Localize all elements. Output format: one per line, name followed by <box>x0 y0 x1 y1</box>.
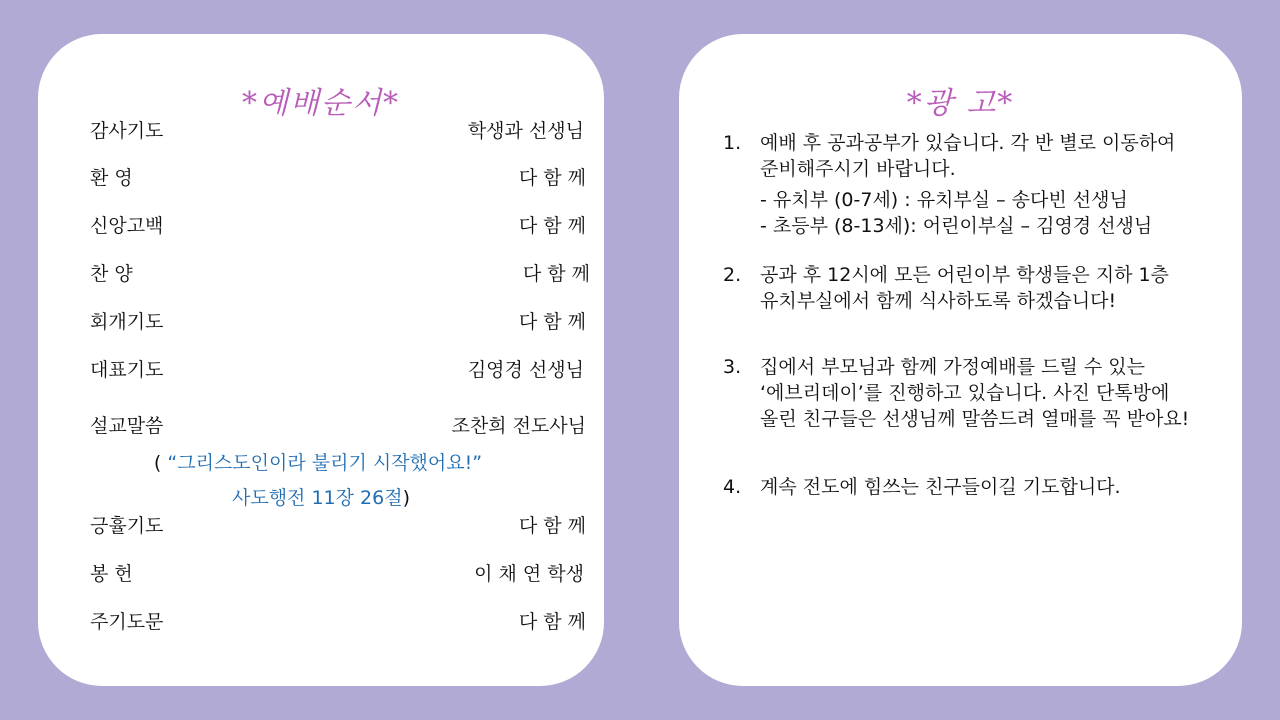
order-row-value: 이 채 연 학생 <box>474 563 584 585</box>
order-row <box>90 261 590 287</box>
order-row-label: 대표기도 <box>90 359 164 381</box>
order-row-label: 긍휼기도 <box>90 515 164 537</box>
sermon-verse-quote <box>32 450 604 476</box>
order-row-value: 김영경 선생님 <box>467 359 584 381</box>
verse-close-paren: ) <box>402 487 410 509</box>
order-row <box>90 309 586 335</box>
order-title: *예배순서* <box>242 86 400 121</box>
order-row-value: 다 함 께 <box>518 515 586 537</box>
order-row-value: 다 함 께 <box>518 611 586 633</box>
announcement-line: 집에서 부모님과 함께 가정예배를 드릴 수 있는 <box>760 356 1145 378</box>
order-row-value: 학생과 선생님 <box>467 120 584 142</box>
order-row <box>90 357 584 383</box>
announcement-line: 유치부실에서 함께 식사하도록 하겠습니다! <box>760 290 1117 312</box>
announcement-number: 1. <box>723 132 742 154</box>
order-row-label: 감사기도 <box>90 120 164 142</box>
order-row <box>90 413 586 439</box>
announcement-subitem: - 초등부 (8-13세): 어린이부실 – 김영경 선생님 <box>760 215 1153 237</box>
announcement-line: 올린 친구들은 선생님께 말씀드려 열매를 꼭 받아요! <box>760 408 1190 430</box>
announcement-text <box>760 354 1230 432</box>
announcement-number: 2. <box>723 264 742 286</box>
announcements-card <box>679 34 1242 686</box>
order-row-label: 신앙고백 <box>90 215 164 237</box>
announcement-line: 계속 전도에 힘쓰는 친구들이길 기도합니다. <box>760 476 1121 498</box>
announcement-number: 3. <box>723 356 742 378</box>
order-row <box>90 118 584 144</box>
verse-reference-text: 사도행전 11장 26절 <box>232 487 403 509</box>
sermon-verse-reference <box>38 485 604 511</box>
order-row <box>90 561 584 587</box>
announcement-line: 준비해주시기 바랍니다. <box>760 158 956 180</box>
announcement-text <box>760 130 1230 182</box>
announcement-text <box>760 262 1230 314</box>
order-row-label: 환 영 <box>90 167 133 189</box>
order-row-label: 설교말씀 <box>90 415 164 437</box>
order-row-value: 조찬희 전도사님 <box>451 415 586 437</box>
order-row-label: 찬 양 <box>90 263 133 285</box>
order-row <box>90 513 586 539</box>
order-row <box>90 609 586 635</box>
order-row-value: 다 함 께 <box>518 167 586 189</box>
order-row-value: 다 함 께 <box>518 311 586 333</box>
order-card <box>38 34 604 686</box>
announcement-line: ‘에브리데이’를 진행하고 있습니다. 사진 단톡방에 <box>760 382 1170 404</box>
order-row-label: 봉 헌 <box>90 563 133 585</box>
verse-open-paren: ( <box>153 452 168 474</box>
announcement-text <box>760 474 1230 500</box>
order-row-label: 주기도문 <box>90 611 164 633</box>
order-row-value: 다 함 께 <box>522 263 590 285</box>
order-row <box>90 165 586 191</box>
announcement-line: 예배 후 공과공부가 있습니다. 각 반 별로 이동하여 <box>760 132 1176 154</box>
announcement-number: 4. <box>723 476 742 498</box>
announcement-line: 공과 후 12시에 모든 어린이부 학생들은 지하 1층 <box>760 264 1169 286</box>
order-row-label: 회개기도 <box>90 311 164 333</box>
announcements-title: *광 고* <box>906 86 1015 121</box>
verse-quote-text: “그리스도인이라 불리기 시작했어요!” <box>167 452 483 474</box>
order-row <box>90 213 586 239</box>
order-row-value: 다 함 께 <box>518 215 586 237</box>
announcement-subitem: - 유치부 (0-7세) : 유치부실 – 송다빈 선생님 <box>760 189 1128 211</box>
